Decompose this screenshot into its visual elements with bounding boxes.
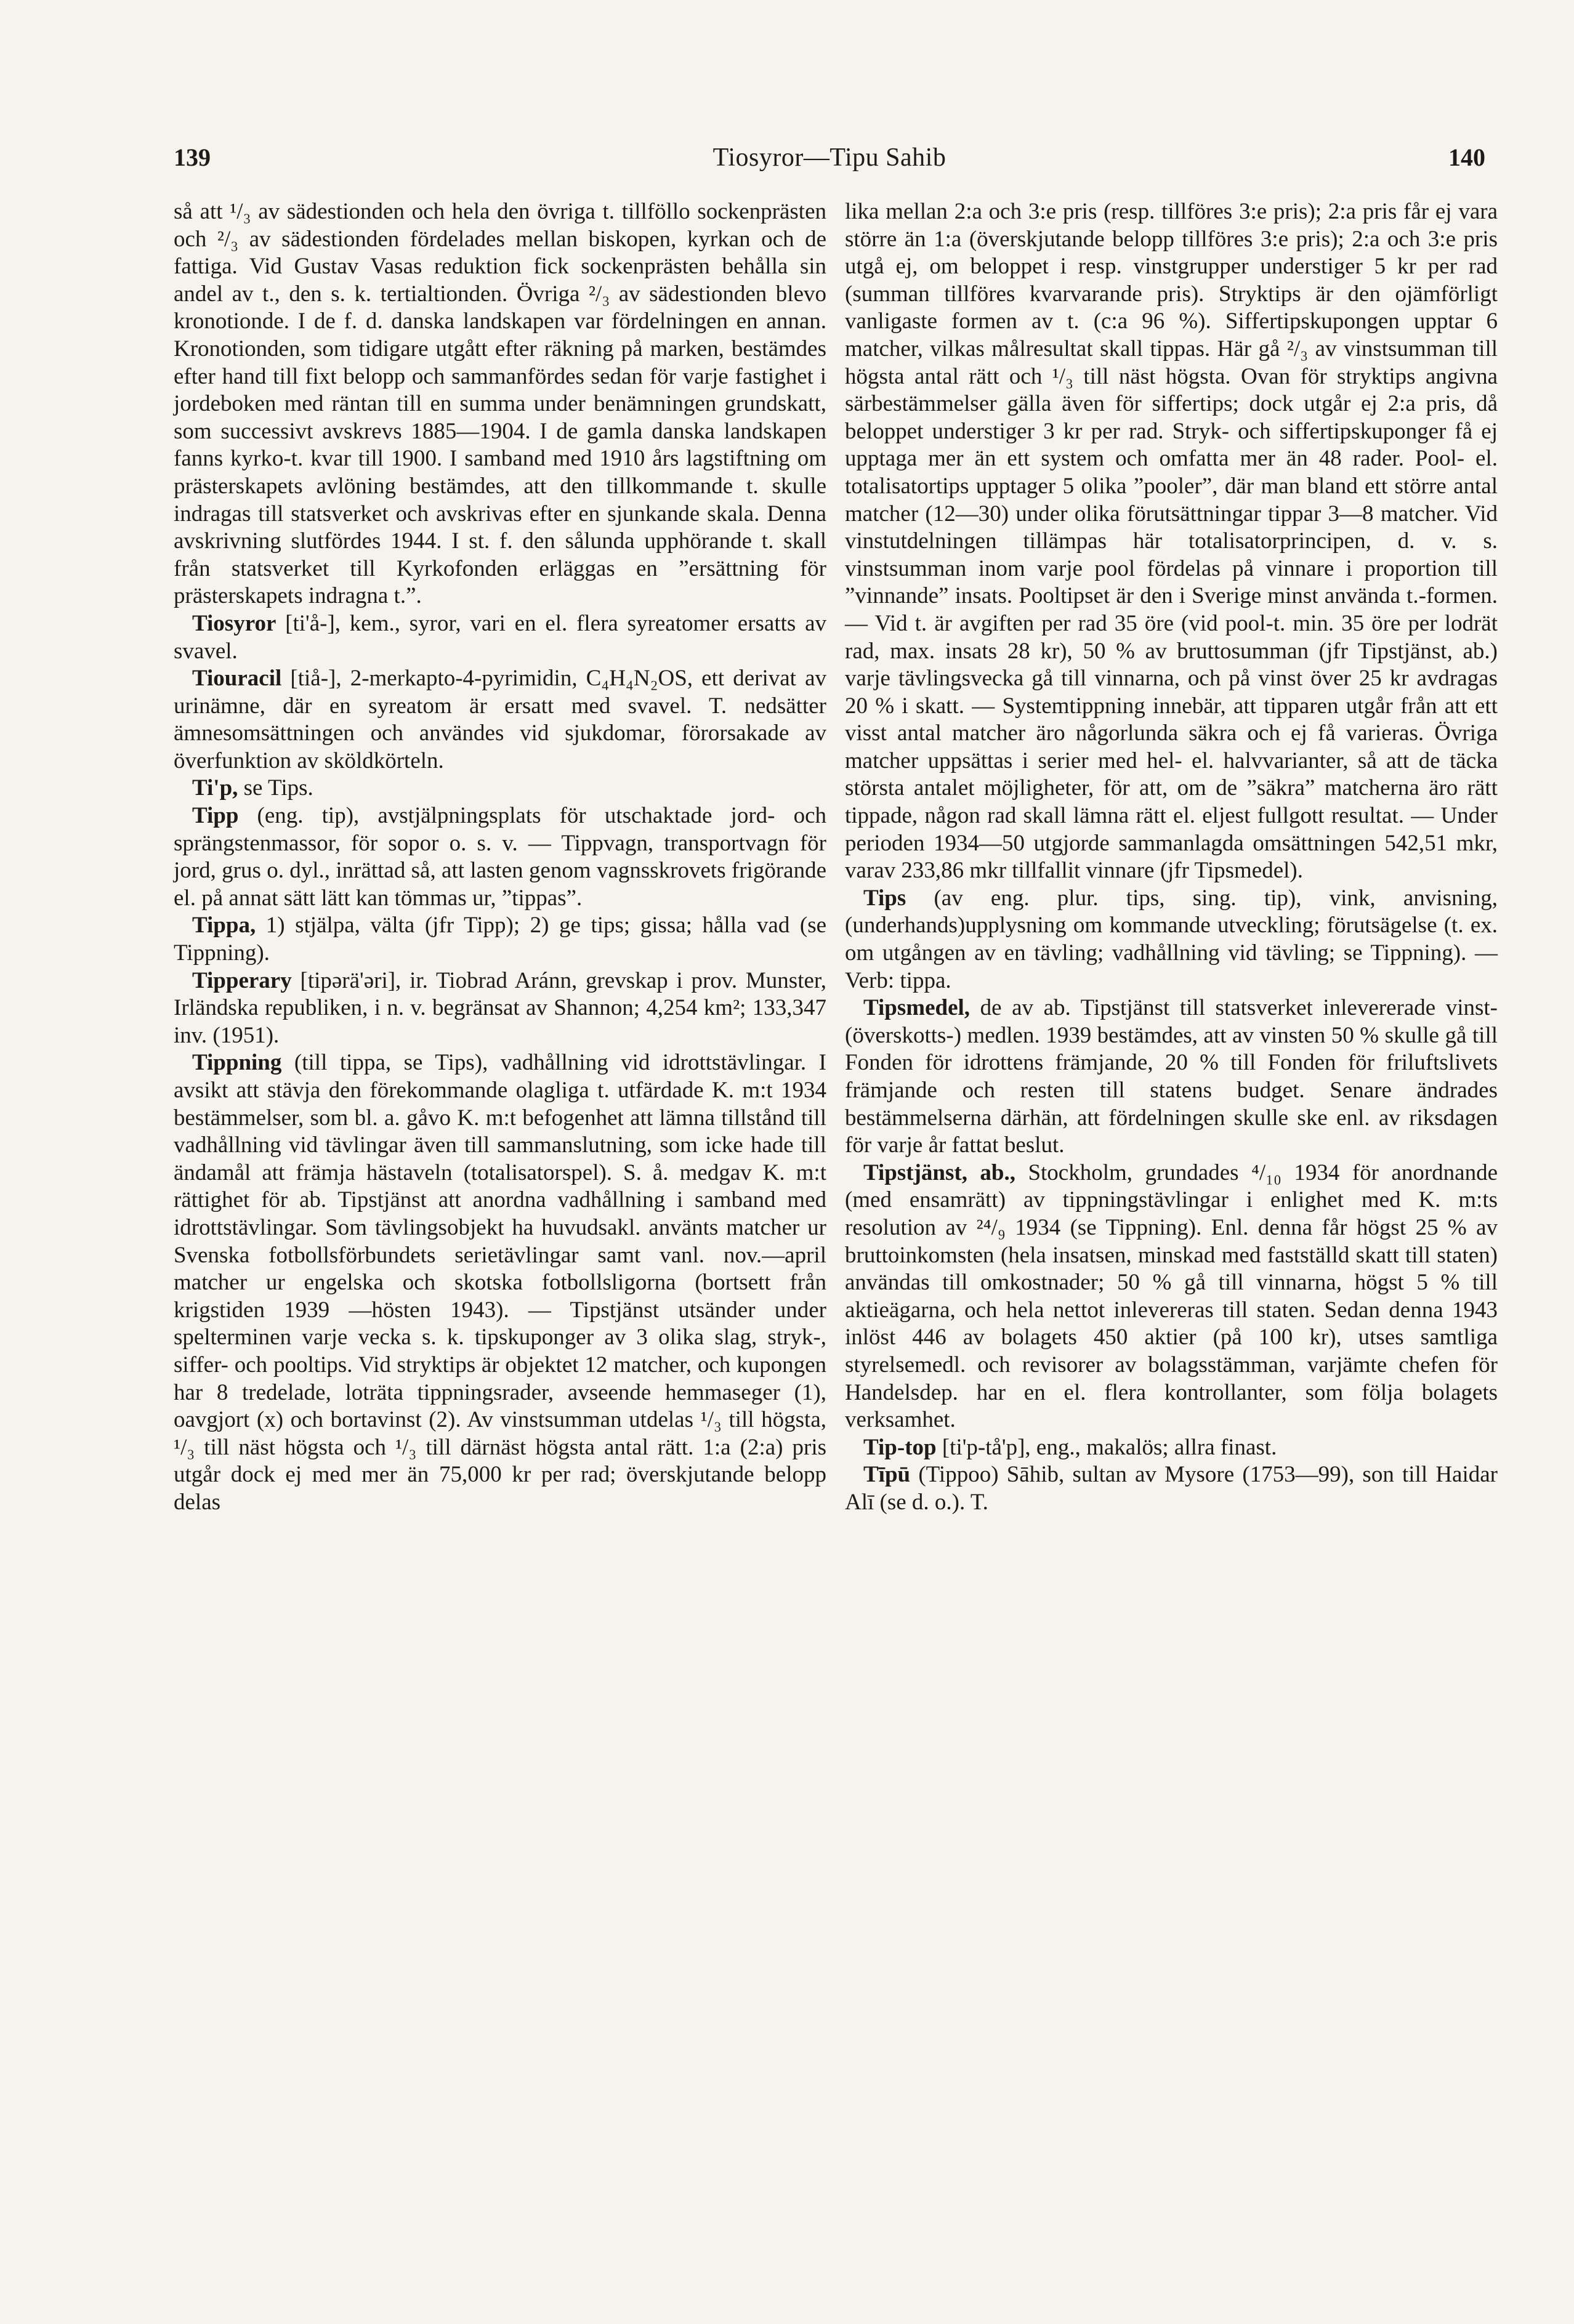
running-head: Tiosyror—Tipu Sahib	[712, 143, 946, 172]
entry-headword: Ti'p,	[192, 775, 238, 801]
entry-headword: Tīpū	[863, 1462, 911, 1488]
entry-tipstjanst	[845, 1160, 1498, 1434]
entry-tip-top	[845, 1434, 1498, 1462]
entry-headword: Tiosyror	[192, 610, 276, 636]
entry-tionde-continued	[174, 198, 826, 610]
entry-text: (eng. tip), avstjälpningsplats för utschaktade jord- och sprängstenmassor, för sopor o. s. v. — Tippvagn, transportvagn för jord, grus o. dyl., inrättad så, att lasten genom vagnsskrovets frigörande el. på annat sätt lätt kan tömmas ur, ”tippas”.	[174, 803, 826, 911]
entry-tippning-continued	[845, 198, 1498, 885]
page-header	[174, 143, 1485, 186]
entry-text: (av eng. plur. tips, sing. tip), vink, anvisning, (underhands)upplysning om kommande utveckling; förutsägelse (t. ex. om utgången av en tävling; vadhållning vid tävling; se Tippning). — Verb: tippa.	[845, 885, 1498, 993]
entry-text: [tipərä'əri], ir. Tiobrad Aránn, grevskap i prov. Munster, Irländska republiken, i n. v. begränsat av Shannon; 4,254 km²; 133,347 inv. (1951).	[174, 967, 826, 1048]
entry-headword: Tipperary	[192, 967, 292, 993]
entry-text: de av ab. Tipstjänst till statsverket inlevererade vinst-(överskotts-) medlen. 1939 bestämdes, att av vinsten 50 % skulle gå till Fonden för idrottens främjande, 20 % till Fonden för friluftslivets främjande och resten till statens budget. Senare ändrades bestämmelserna därhän, att fördelningen skulle ske enl. av riksdagen för varje år fattat beslut.	[845, 995, 1498, 1158]
right-page-number: 140	[1448, 143, 1485, 171]
entry-headword: Tipp	[192, 803, 239, 829]
entry-tip	[174, 775, 826, 802]
entry-tips	[845, 885, 1498, 995]
entry-text: (till tippa, se Tips), vadhållning vid idrottstävlingar. I avsikt att stävja den förekommande olagliga t. utfärdade K. m:t 1934 bestämmelser, som bl. a. gåvo K. m:t befogenhet att lämna tillstånd till vadhållning vid tävlingar även till sammanslutning, som icke hade till ändamål att främja hästaveln (totalisatorspel). S. å. medgav K. m:t rättighet för ab. Tipstjänst att anordna vadhållning i samband med idrottstävlingar. Som tävlingsobjekt ha huvudsakl. använts matcher ur Svenska fotbollsförbundets serietävlingar samt vanl. nov.—april matcher ur engelska och skotska fotbollsligorna (bortsett från krigstiden 1939 —hösten 1943). — Tipstjänst utsänder under spelterminen varje vecka s. k. tipskuponger av 3 olika slag, stryk-, siffer- och pooltips. Vid stryktips är objektet 12 matcher, och kupongen har 8 tredelade, loträta tippningsrader, avseende hemmaseger (1), oavgjort (x) och bortavinst (2). Av vinstsumman utdelas ¹/₃ till högsta, ¹/₃ till näst högsta och ¹/₃ till därnäst högsta antal rätt. 1:a (2:a) pris utgår dock ej med mer än 75,000 kr per rad; överskjutande belopp delas	[174, 1050, 827, 1515]
entry-tipu-sahib	[845, 1461, 1498, 1516]
entry-tipp	[174, 802, 826, 912]
entry-text: Stockholm, grundades ⁴/₁₀ 1934 för anordnande (med ensamrätt) av tippningstävlingar i enlighet med K. m:ts resolution av ²⁴/₉ 1934 (se Tippning). Enl. denna får högst 25 % av bruttoinkomsten (hela insatsen, minskad med fastställd skatt till staten) användas till omkostnader; 50 % gå till vinnarna, högst 5 % till aktieägarna, och hela nettot inlevereras till staten. Sedan denna 1943 inlöst 446 av bolagets 450 aktier (på 100 kr), utses samtliga styrelsemedl. och revisorer av bolagsstämman, varjämte chefen för Handelsdep. har en el. flera kontrollanter, som följa bolagets verksamhet.	[845, 1160, 1498, 1433]
entry-headword: Tippa,	[192, 913, 256, 938]
entry-tipsmedel	[845, 995, 1498, 1160]
entry-headword: Tips	[863, 885, 906, 911]
entry-text: [ti'p-tå'p], eng., makalös; allra finast.	[942, 1434, 1277, 1460]
entry-tiosyror	[174, 610, 826, 665]
entry-tippa	[174, 912, 826, 967]
right-column	[845, 198, 1498, 1517]
entry-text: 1) stjälpa, välta (jfr Tipp); 2) ge tips; gissa; hålla vad (se Tippning).	[174, 913, 827, 966]
entry-text: så att ¹/₃ av sädestionden och hela den övriga t. tillföllo sockenprästen och ²/₃ av sädestionden fördelades mellan biskopen, kyrkan och de fattiga. Vid Gustav Vasas reduktion fick sockenprästen behålla sin andel av t., den s. k. tertialtionden. Övriga ²/₃ av sädestionden blevo kronotionde. I de f. d. danska landskapen var fördelningen en annan. Kronotionden, som tidigare utgått efter räkning på marken, bestämdes efter hand till fixt belopp och sammanfördes sedan för varje fastighet i jordeboken med räntan till en summa under benämningen grundskatt, som successivt avskrevs 1885—1904. I de gamla danska landskapen fanns kyrko-t. kvar till 1900. I samband med 1910 års lagstiftning om prästerskapets avlöning bestämdes, att den tillkommande t. skulle indragas till statsverket och avskrivas efter en sjunkande skala. Denna avskrivning slutfördes 1944. I st. f. den sålunda upphörande t. skall från statsverket till Kyrkofonden erläggas en ”ersättning för prästerskapets indragna t.”.	[174, 199, 826, 609]
entry-text: (Tippoo) Sāhib, sultan av Mysore (1753—99), son till Haidar Alī (se d. o.). T.	[845, 1462, 1498, 1515]
left-page-number: 139	[174, 143, 211, 171]
entry-text: [tiå-], 2-merkapto-4-pyrimidin, C₄H₄N₂OS, ett derivat av urinämne, där en syreatom är ersatt med svavel. T. nedsätter ämnesomsättningen och användes vid sjukdomar, förorsakade av överfunktion av sköldkörteln.	[174, 666, 826, 773]
entry-tippning	[174, 1049, 826, 1516]
entry-text: lika mellan 2:a och 3:e pris (resp. tillföres 3:e pris); 2:a pris får ej vara större än 1:a (överskjutande belopp tillföres 3:e pris); 2:a och 3:e pris utgå ej, om beloppet i resp. vinstgrupper understiger 5 kr per rad (summan tillföres kvarvarande pris). Stryktips är den ojämförligt vanligaste formen av t. (c:a 96 %). Siffertipskupongen upptar 6 matcher, vilkas målresultat skall tippas. Här gå ²/₃ av vinstsumman till högsta antal rätt och ¹/₃ till näst högsta. Ovan för stryktips angivna särbestämmelser gälla även för siffertips; dock utgår ej 2:a pris, då beloppet understiger 3 kr per rad. Stryk- och siffertipskuponger få ej upptaga mer än ett system och omfatta mer än 48 rader. Pool- el. totalisatortips upptager 5 olika ”pooler”, där man bland ett större antal matcher (12—30) under olika förutsättningar tippar 3—8 matcher. Vid vinstutdelningen tillämpas här totalisatorprincipen, d. v. s. vinstsumman inom varje pool fördelas på vinnare i proportion till ”vinnande” insats. Pooltipset är den i Sverige minst använda t.-formen. — Vid t. är avgiften per rad 35 öre (vid pool-t. min. 35 öre per lodrät rad, max. insats 28 kr), 50 % av bruttosumman (jfr Tipstjänst, ab.) varje tävlingsvecka gå till vinnarna, och på vinst över 25 kr avdragas 20 % i skatt. — Systemtippning innebär, att tipparen utgår från att ett visst antal matcher äro någorlunda säkra och ej få varieras. Övriga matcher uppsättas i serier med hel- el. halvvarianter, så att de täcka största antalet möjligheter, för att, om de ”säkra” matcherna äro rätt tippade, någon rad skall lämna rätt el. eljest fullgott resultat. — Under perioden 1934—50 utgjorde sammanlagda omsättningen 542,51 mkr, varav 233,86 mkr tillfallit vinnare (jfr Tipsmedel).	[845, 199, 1498, 884]
entry-headword: Tippning	[192, 1050, 282, 1076]
entry-headword: Tipsmedel,	[863, 995, 971, 1021]
entry-tipperary	[174, 967, 826, 1050]
entry-text: se Tips.	[243, 775, 313, 801]
entry-headword: Tip-top	[863, 1434, 937, 1460]
entry-headword: Tiouracil	[192, 666, 282, 692]
entry-text: [ti'å-], kem., syror, vari en el. flera syreatomer ersatts av svavel.	[174, 610, 826, 664]
entry-tiouracil	[174, 665, 826, 775]
entry-headword: Tipstjänst, ab.,	[863, 1160, 1015, 1185]
left-column	[174, 198, 826, 1517]
